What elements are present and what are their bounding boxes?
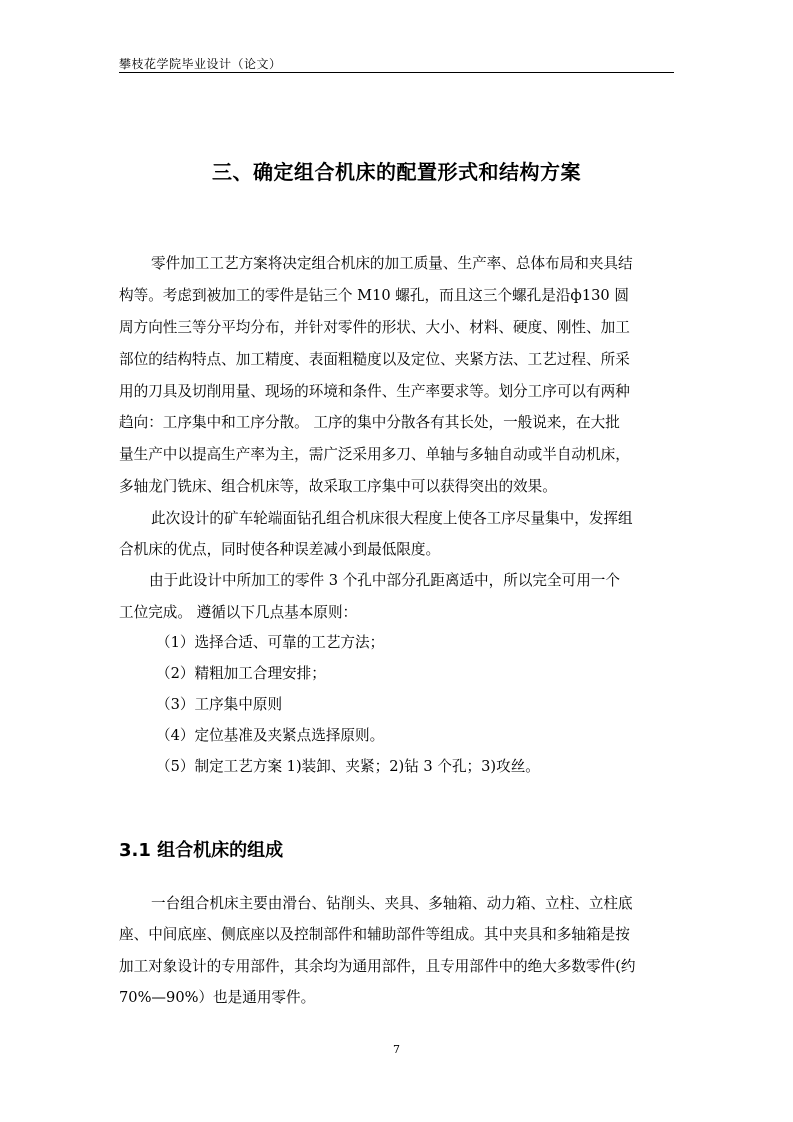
paragraph-1-line: 量生产中以提高生产率为主，需广泛采用多刀、单轴与多轴自动或半自动机床， [119, 446, 630, 463]
header-divider [119, 72, 674, 73]
paragraph-4-line: 一台组合机床主要由滑台、钻削头、夹具、多轴箱、动力箱、立柱、立柱底 [151, 895, 633, 912]
paragraph-2-line: 此次设计的矿车轮端面钻孔组合机床很大程度上使各工序尽量集中，发挥组 [151, 510, 633, 527]
paragraph-1-line: 部位的结构特点、加工精度、表面粗糙度以及定位、夹紧方法、工艺过程、所采 [119, 351, 630, 368]
paragraph-2-line: 合机床的优点，同时使各种误差减小到最低限度。 [119, 541, 441, 558]
principle-item: （4）定位基准及夹紧点选择原则。 [156, 727, 385, 744]
paragraph-1-line: 用的刀具及切削用量、现场的环境和条件、生产率要求等。划分工序可以有两种 [119, 383, 630, 400]
paragraph-4-line: 加工对象设计的专用部件，其余均为通用部件，且专用部件中的绝大多数零件(约 [119, 958, 636, 975]
paragraph-4-line: 70%—90%）也是通用零件。 [119, 989, 316, 1006]
principle-item: （2）精粗加工合理安排； [156, 665, 326, 682]
principle-item: （1）选择合适、可靠的工艺方法； [156, 634, 385, 651]
paragraph-3-line: 由于此设计中所加工的零件 3 个孔中部分孔距离适中，所以完全可用一个 [149, 572, 620, 589]
paragraph-1-line: 趋向：工序集中和工序分散。 工序的集中分散各有其长处，一般说来，在大批 [119, 414, 620, 431]
running-header: 攀枝花学院毕业设计（论文） [119, 57, 282, 71]
section-heading: 3.1 组合机床的组成 [119, 840, 284, 861]
paragraph-3-line: 工位完成。 遵循以下几点基本原则： [119, 604, 358, 621]
paragraph-1-line: 周方向性三等分平均分布，并针对零件的形状、大小、材料、硬度、刚性、加工 [119, 319, 630, 336]
page-number: 7 [393, 1043, 400, 1056]
chapter-title: 三、确定组合机床的配置形式和结构方案 [212, 160, 581, 184]
paragraph-4-line: 座、中间底座、侧底座以及控制部件和辅助部件等组成。其中夹具和多轴箱是按 [119, 926, 630, 943]
principle-item: （5）制定工艺方案 1)装卸、夹紧；2)钻 3 个孔；3)攻丝。 [156, 758, 540, 775]
paragraph-1-line: 零件加工工艺方案将决定组合机床的加工质量、生产率、总体布局和夹具结 [151, 255, 633, 272]
principle-item: （3）工序集中原则 [156, 696, 283, 713]
paragraph-1-line: 多轴龙门铣床、组合机床等，故采取工序集中可以获得突出的效果。 [119, 478, 557, 495]
paragraph-1-line: 构等。考虑到被加工的零件是钻三个 M10 螺孔，而且这三个螺孔是沿ф130 圆 [119, 287, 629, 304]
